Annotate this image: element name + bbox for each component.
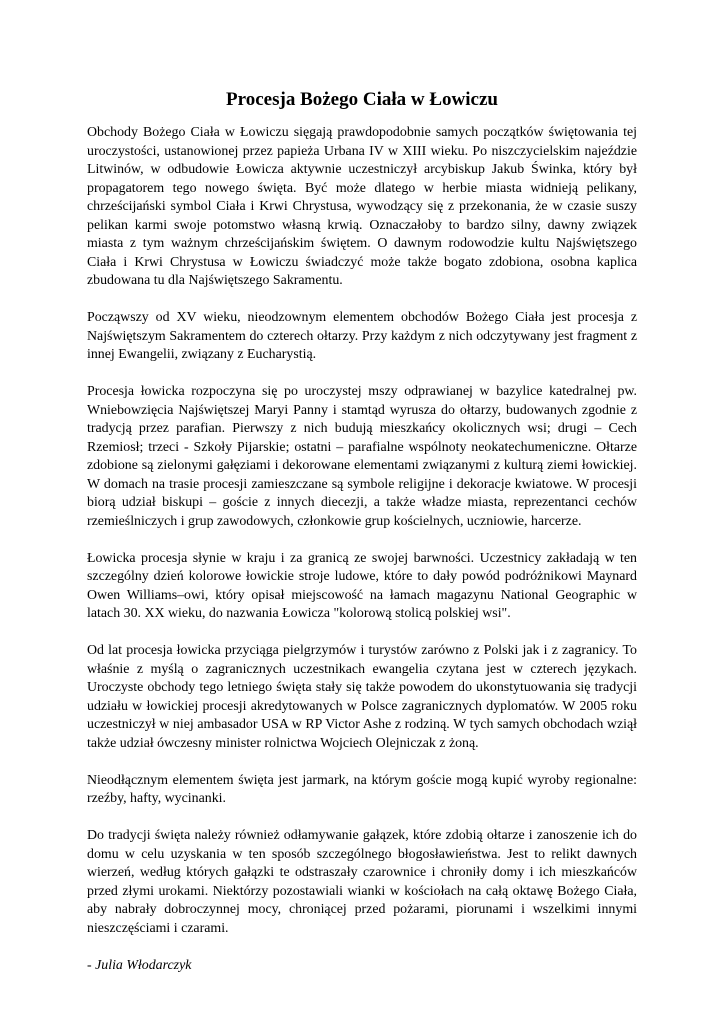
author-signature: - Julia Włodarczyk xyxy=(87,957,192,973)
paragraph-folk-costumes: Łowicka procesja słynie w kraju i za granicą ze swojej barwności. Uczestnicy zakładają w ten szczególny dzień kolorowe łowickie stroje ludowe, które to dały powód podróżnikowi Maynard Owen Williams–owi, który opisał miejscowość na łamach magazynu National Geographic w latach 30. XX wieku, do nazwania Łowicza "kolorową stolicą polskiej wsi". xyxy=(87,550,637,621)
document-title: Procesja Bożego Ciała w Łowiczu xyxy=(226,89,498,110)
document-body xyxy=(87,124,637,975)
paragraph-branches-tradition: Do tradycji święta należy również odłamywanie gałązek, które zdobią ołtarze i zanoszenie ich do domu w celu uzyskania w ten sposób szczególnego błogosławieństwa. Jest to relikt dawnych wierzeń, według których gałązki te odstraszały czarownice i chroniły domy i ich mieszkańców przed złymi urokami. Niektórzy pozostawiali wianki w kościołach na całą oktawę Bożego Ciała, aby nabrały dobroczynnej mocy, chroniącej przed pożarami, piorunami i wszelkimi innymi nieszczęściami i czarami. xyxy=(87,828,637,936)
paragraph-fair: Nieodłącznym elementem święta jest jarmark, na którym goście mogą kupić wyroby regionalne: rzeźby, hafty, wycinanki. xyxy=(87,772,637,806)
paragraph-pilgrims: Od lat procesja łowicka przyciąga pielgrzymów i turystów zarówno z Polski jak i z zagranicy. To właśnie z myślą o zagranicznych uczestnikach ewangelia czytana jest w czterech językach. Uroczyste obchody tego letniego święta stały się także powodem do ukonstytuowania się tradycji udziału w łowickiej procesji akredytowanych w Polsce zagranicznych dyplomatów. W 2005 roku uczestniczył w niej ambasador USA w RP Victor Ashe z rodziną. W tych samych obchodach wziął także udział ówczesny minister rolnictwa Wojciech Olejniczak z żoną. xyxy=(87,643,637,751)
paragraph-procession-origin: Począwszy od XV wieku, nieodzownym elementem obchodów Bożego Ciała jest procesja z Najświętszym Sakramentem do czterech ołtarzy. Przy każdym z nich odczytywany jest fragment z innej Ewangelii, związany z Eucharystią. xyxy=(87,310,637,362)
paragraph-procession-route: Procesja łowicka rozpoczyna się po uroczystej mszy odprawianej w bazylice katedralnej pw. Wniebowzięcia Najświętszej Maryi Panny i stamtąd wyrusza do ołtarzy, budowanych zgodnie z tradycją przez parafian. Pierwszy z nich budują mieszkańcy okolicznych wsi; drugi – Cech Rzemiosł; trzeci - Szkoły Pijarskie; ostatni – parafialne wspólnoty neokatechumeniczne. Ołtarze zdobione są zielonymi gałęziami i dekorowane elementami związanymi z kulturą ziemi łowickiej. W domach na trasie procesji zamieszczane są symbole religijne i dekoracje kwiatowe. W procesji biorą udział biskupi – goście z innych diecezji, a także władze miasta, reprezentanci cechów rzemieślniczych i grup zawodowych, członkowie grup kościelnych, uczniowie, harcerze. xyxy=(87,384,637,529)
paragraph-history: Obchody Bożego Ciała w Łowiczu sięgają prawdopodobnie samych początków świętowania tej uroczystości, ustanowionej przez papieża Urbana IV w XIII wieku. Po niszczycielskim najeździe Litwinów, w odbudowie Łowicza aktywnie uczestniczył arcybiskup Jakub Świnka, który był propagatorem tego nowego święta. Być może dlatego w herbie miasta widnieją pelikany, chrześcijański symbol Ciała i Krwi Chrystusa, wywodzący się z przekonania, że w czasie suszy pelikan karmi swoje potomstwo własną krwią. Oznaczałoby to bardzo silny, dawny związek miasta z tym ważnym chrześcijańskim świętem. O dawnym rodowodzie kultu Najświętszego Ciała i Krwi Chrystusa w Łowiczu świadczyć może także bogato zdobiona, osobna kaplica zbudowana tu dla Najświętszego Sakramentu. xyxy=(87,125,637,288)
